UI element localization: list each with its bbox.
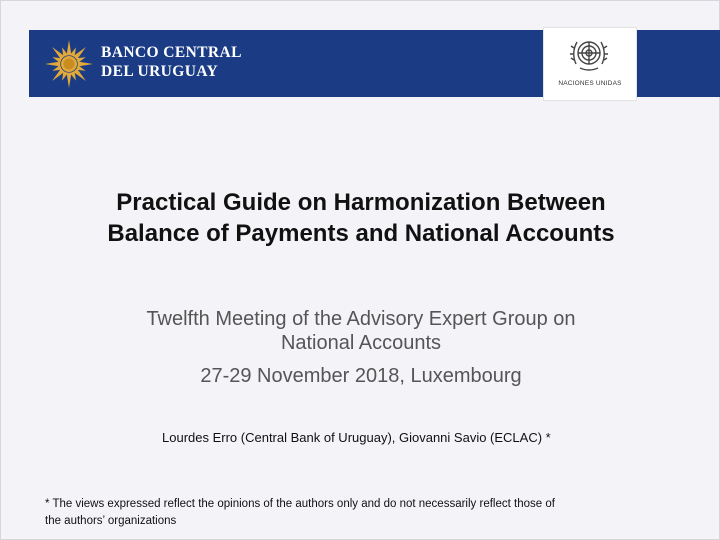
footnote [45,496,685,530]
sun-ray [67,40,72,55]
subtitle-line1: Twelfth Meeting of the Advisory Expert Group on [146,308,576,330]
sun-ray [78,62,93,67]
subtitle-line2: National Accounts [280,332,442,354]
sun-of-may-icon [44,39,94,89]
footnote-line2: the authors’ organizations [45,515,177,527]
sun-ray [67,73,72,88]
un-label: NACIONES UNIDAS [558,80,622,87]
bank-name [101,43,242,81]
un-emblem-icon [568,34,610,74]
page-title [41,187,681,249]
bank-name-line2: DEL URUGUAY [101,63,219,80]
footnote-line1: * The views expressed reflect the opinions of the authors only and do not necessarily reflect those of [45,498,555,510]
dates-location: 27-29 November 2018, Luxembourg [200,365,522,387]
title-line2: Balance of Payments and National Accounts [107,220,615,247]
un-logo-box [543,27,637,101]
bank-name-line1: BANCO CENTRAL [101,44,242,61]
subtitle [41,307,681,355]
title-line1: Practical Guide on Harmonization Between [116,189,606,216]
authors: Lourdes Erro (Central Bank of Uruguay), Giovanni Savio (ECLAC) * [162,430,551,445]
sun-ray [45,62,60,67]
